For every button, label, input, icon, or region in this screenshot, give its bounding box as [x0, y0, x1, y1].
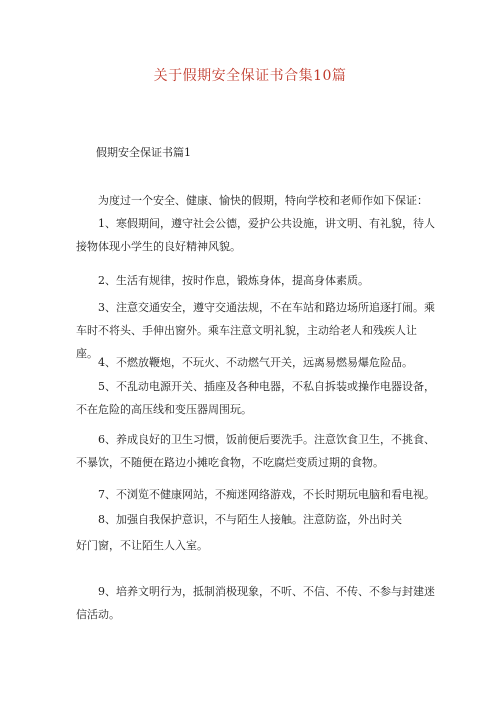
paragraph-item-9: 9、培养文明行为，抵制消极现象，不听、不信、不传、不参与封建迷信活动。: [76, 585, 435, 621]
document-title: 关于假期安全保证书合集10篇: [153, 68, 347, 84]
paragraph-item-4: 4、不燃放鞭炮，不玩火、不动燃气开关，远离易燃易爆危险品。: [98, 356, 413, 369]
paragraph-intro: 为度过一个安全、健康、愉快的假期，特向学校和老师作如下保证：: [98, 194, 428, 207]
paragraph-item-8-continued: 好门窗，不让陌生人入室。: [76, 539, 208, 552]
paragraph-item-8: 8、加强自我保护意识，不与陌生人接触。注意防盗，外出时关: [98, 513, 402, 526]
paragraph-item-5: 5、不乱动电源开关、插座及各种电器，不私自拆装或操作电器设备，不在危险的高压线和变压器周围玩。: [76, 380, 435, 416]
paragraph-item-2: 2、生活有规律，按时作息，锻炼身体，提高身体素质。: [98, 274, 369, 287]
paragraph-item-6: 6、养成良好的卫生习惯，饭前便后要洗手。注意饮食卫生，不挑食、不暴饮，不随便在路边小摊吃食物，不吃腐烂变质过期的食物。: [76, 433, 435, 469]
section-heading: 假期安全保证书篇1: [96, 146, 191, 159]
paragraph-item-1: 1、寒假期间，遵守社会公德，爱护公共设施，讲文明、有礼貌，待人接物体现小学生的良好精神风貌。: [76, 217, 435, 253]
paragraph-item-3: 3、注意交通安全，遵守交通法规，不在车站和路边场所追逐打闹。乘车时不将头、手伸出窗外。乘车注意文明礼貌，主动给老人和残疾人让座。: [76, 301, 435, 360]
paragraph-item-7: 7、不浏览不健康网站，不痴迷网络游戏，不长时期玩电脑和看电视。: [98, 488, 435, 501]
